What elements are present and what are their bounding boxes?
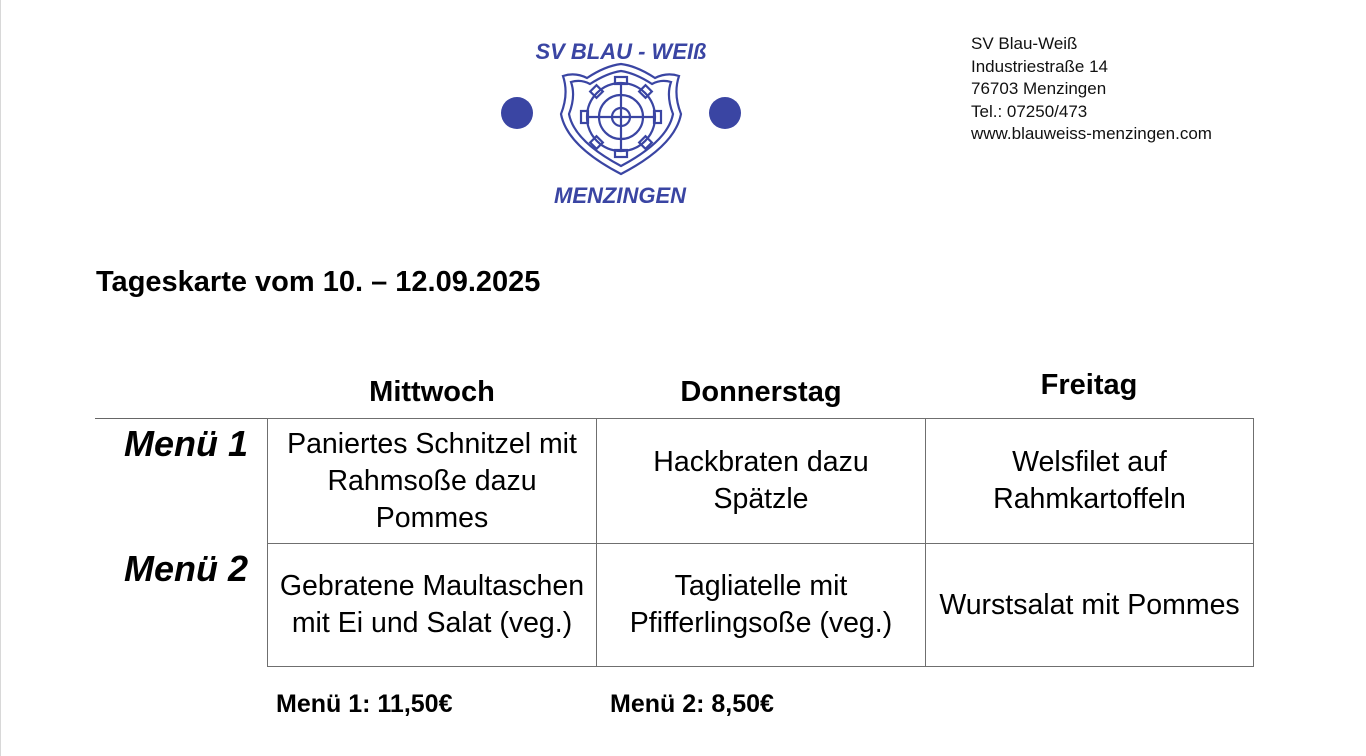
page-title: Tageskarte vom 10. – 12.09.2025 — [96, 266, 541, 298]
menu-1-label: Menü 1 — [123, 423, 248, 464]
day-header-thursday: Donnerstag — [680, 376, 842, 408]
day-header-friday: Freitag — [1040, 369, 1138, 401]
address-name: SV Blau-Weiß — [971, 34, 1078, 53]
price-menu-1: Menü 1: 11,50€ — [276, 690, 453, 718]
menu-cell: Welsfilet auf Rahmkartoffeln — [926, 419, 1254, 544]
address-website[interactable]: www.blauweiss-menzingen.com — [971, 124, 1212, 143]
address-phone: Tel.: 07250/473 — [971, 101, 1088, 121]
menu-cell: Hackbraten dazu Spätzle — [597, 419, 926, 544]
table-row — [268, 419, 1254, 544]
menu-cell: Gebratene Maultaschen mit Ei und Salat (veg.) — [268, 544, 597, 667]
page-edge — [0, 0, 1, 756]
logo-bottom-text: MENZINGEN — [554, 183, 686, 208]
logo-left-dot — [501, 97, 533, 129]
header-divider — [95, 418, 267, 419]
club-logo — [495, 34, 745, 210]
logo-top-text: SV BLAU - WEIß — [535, 39, 707, 64]
club-address — [971, 33, 1212, 146]
table-row — [268, 544, 1254, 667]
logo-right-dot — [709, 97, 741, 129]
address-city: 76703 Menzingen — [971, 79, 1107, 98]
menu-table — [267, 418, 1254, 667]
menu-cell: Paniertes Schnitzel mit Rahmsoße dazu Pommes — [268, 419, 597, 544]
day-header-wednesday: Mittwoch — [369, 376, 495, 408]
price-menu-2: Menü 2: 8,50€ — [610, 690, 774, 718]
menu-2-label: Menü 2 — [123, 548, 248, 589]
menu-cell: Wurstsalat mit Pommes — [926, 544, 1254, 667]
club-crest-gear-icon — [561, 64, 681, 174]
menu-cell: Tagliatelle mit Pfifferlingsoße (veg.) — [597, 544, 926, 667]
address-street: Industriestraße 14 — [971, 56, 1109, 76]
